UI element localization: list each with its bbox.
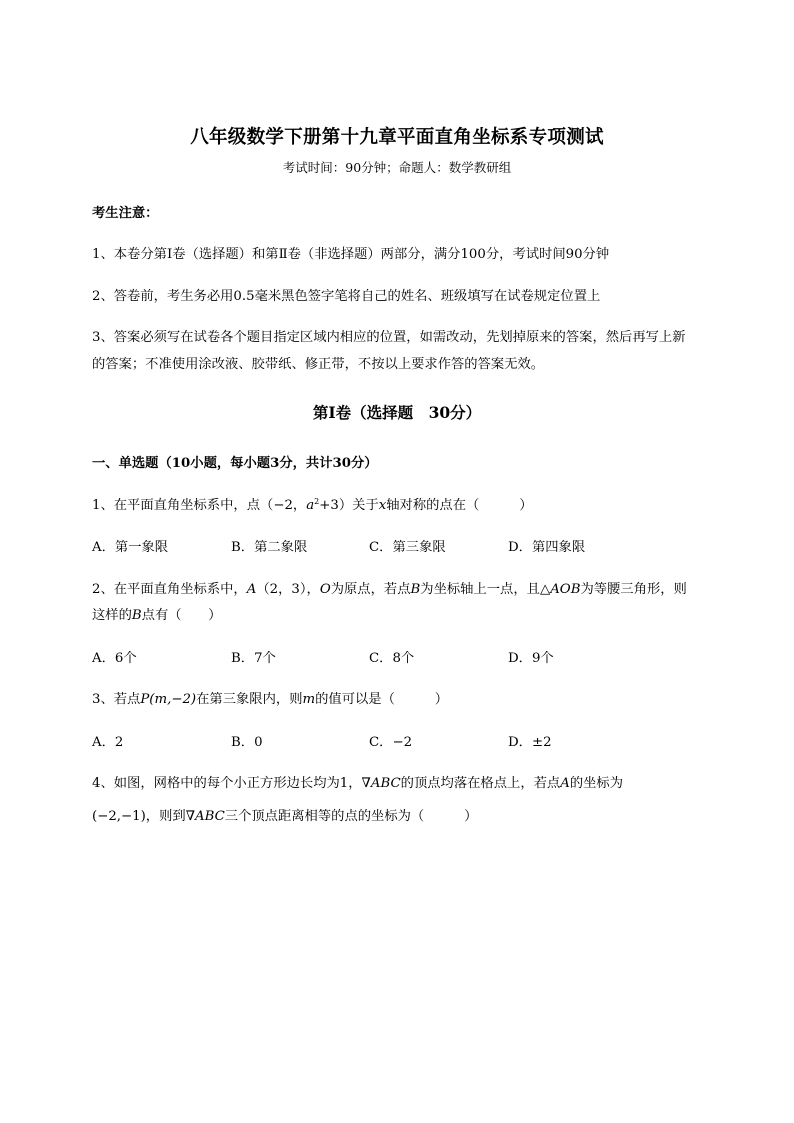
q2-var-o: O [319,582,331,597]
q1-exponent: 2 [314,497,320,506]
q1-text-mid: +3）关于 [319,498,379,513]
question-4-line-2 [92,805,477,824]
q4-var-abc-2: ABC [194,809,225,824]
q1-option-b: B．第二象限 [231,540,308,555]
q2-var-a: A [246,582,257,597]
q3-option-d: D．±2 [508,735,552,750]
q3-option-c: C．−2 [369,735,413,750]
q2-option-a: A．6个 [92,651,137,666]
exam-title: 八年级数学下册第十九章平面直角坐标系专项测试 [190,127,604,148]
q1-option-c: C．第三象限 [369,540,446,555]
q2-text-4: 为坐标轴上一点，且△ [420,582,551,597]
part-heading: 一、单选题（10小题，每小题3分，共计30分） [92,456,378,471]
q1-var-x: x [378,498,387,513]
question-1 [92,494,533,513]
q2-option-d: D．9个 [508,651,554,666]
q2-text-3: 为原点，若点 [330,582,411,597]
notice-heading: 考生注意： [92,206,159,221]
exam-subtitle: 考试时间：90分钟；命题人：数学教研组 [282,160,512,175]
q4-text-2: 的顶点均落在格点上，若点 [400,776,561,791]
section-title: 第I卷（选择题 30分） [312,403,482,422]
q2-text-5: 为等腰三角形，则 [580,582,687,597]
q1-option-a: A．第一象限 [92,540,169,555]
question-2-line-1 [92,578,687,597]
q2-text-2: （2，3）， [256,582,320,597]
notice-item-3-line-2: 的答案；不准使用涂改液、胶带纸、修正带，不按以上要求作答的答案无效。 [92,357,545,372]
q3-text-1: 3、若点 [92,692,141,707]
q2-var-aob: AOB [550,582,581,597]
q1-text-post: 轴对称的点在（ ） [386,498,533,513]
question-4-line-1 [92,772,623,791]
q1-option-d: D．第四象限 [508,540,586,555]
q2-text-6: 这样的 [92,608,132,623]
q2-option-b: B．7个 [231,651,276,666]
q3-var-m: m [302,692,316,707]
q4-var-a: A [560,776,570,791]
notice-item-2: 2、答卷前，考生务必用0.5毫米黑色签字笔将自己的姓名、班级填写在试卷规定位置上 [92,289,601,304]
q4-var-abc: ABC [370,776,401,791]
q2-text-1: 2、在平面直角坐标系中， [92,582,247,597]
q2-var-b: B [410,582,421,597]
q3-text-3: 的值可以是（ ） [315,692,449,707]
q4-text-3: 的坐标为 [569,776,624,791]
q4-text-4: (−2,−1)，则到∇ [92,809,195,824]
q1-text-pre: 1、在平面直角坐标系中，点（−2， [92,498,307,513]
q2-var-b-2: B [131,608,142,623]
question-2-line-2 [92,604,221,623]
q3-option-a: A．2 [92,735,124,750]
q3-text-2: 在第三象限内，则 [196,692,303,707]
q2-text-7: 点有（ ） [141,608,222,623]
q3-option-b: B．0 [231,735,263,750]
q2-option-c: C．8个 [369,651,415,666]
notice-item-3-line-1: 3、答案必须写在试卷各个题目指定区域内相应的位置，如需改动，先划掉原来的答案，然后再写上新 [92,330,686,345]
q3-point-p: P(m,−2) [140,692,197,707]
q4-text-1: 4、如图，网格中的每个小正方形边长均为1，∇ [92,776,371,791]
q4-text-5: 三个顶点距离相等的点的坐标为（ ） [224,809,478,824]
question-3 [92,688,448,707]
notice-item-1: 1、本卷分第I卷（选择题）和第Ⅱ卷（非选择题）两部分，满分100分，考试时间90分钟 [92,247,610,262]
q1-var-a: a [306,498,315,513]
